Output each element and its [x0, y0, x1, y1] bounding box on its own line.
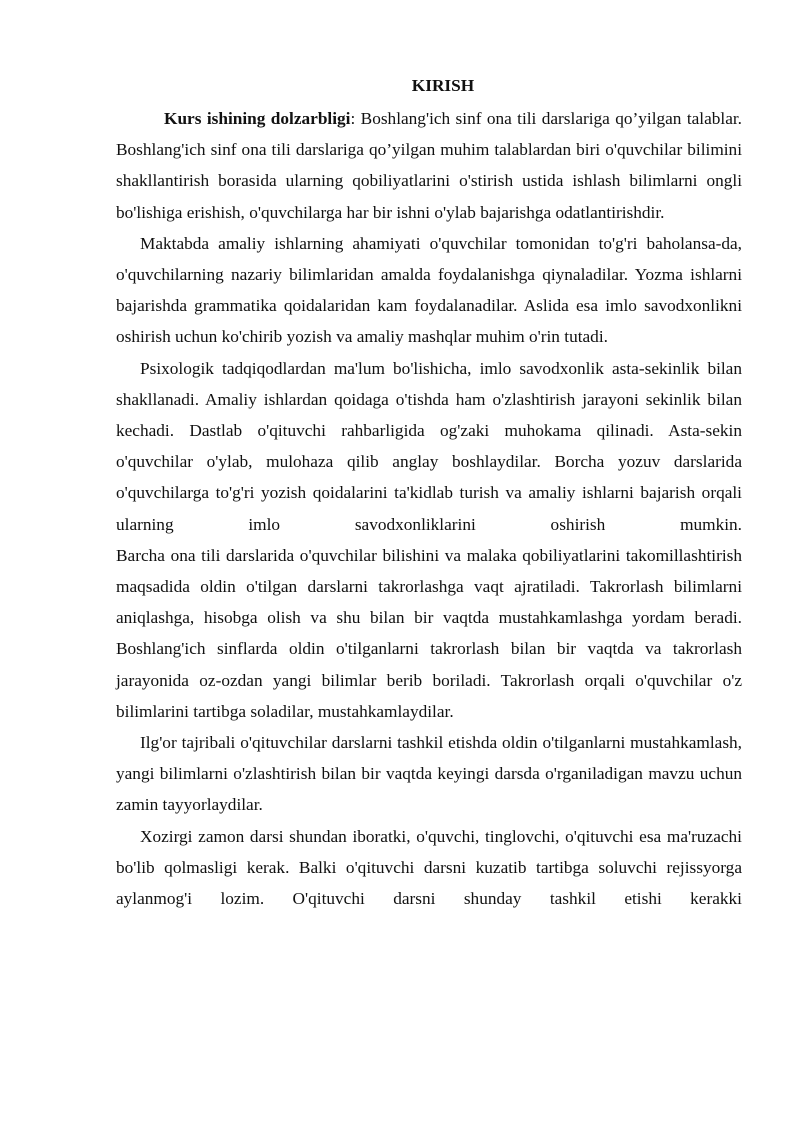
paragraph-3a-text: Psixologik tadqiqodlardan ma'lum bo'lishicha, imlo savodxonlik asta-sekinlik bilan shakllanadi. Amaliy ishlardan qoidaga o'tishda ham o'zlashtirish jarayoni sekinlik bilan kechadi. Dastlab o'qituvchi rahbarligida og'zaki muhokama qilinadi. Asta-sekin o'quvchilar o'ylab, mulohaza qilib anglay boshlaydilar. Borcha yozuv darslarida o'quvchilarga to'g'ri yozish qoidalarini ta'kidlab turish va amaliy ishlarni bajarish orqali ularning imlo savodxonliklarini oshirish mumkin.	[116, 358, 742, 534]
document-page	[116, 70, 742, 914]
paragraph-5: Xozirgi zamon darsi shundan iboratki, o'quvchi, tinglovchi, o'qituvchi esa ma'ruzachi bo'lib qolmasligi kerak. Balki o'qituvchi darsni kuzatib tartibga soluvchi rejissyorga aylanmog'i lozim. O'qituvchi darsni shunday tashkil etishi kerakki	[116, 826, 742, 909]
paragraph-2: Maktabda amaliy ishlarning ahamiyati o'quvchilar tomonidan to'g'ri baholansa-da, o'quvchilarning nazariy bilimlaridan amalda foydalanishga qiynaladilar. Yozma ishlarni bajarishda grammatika qoidalaridan kam foydalanadilar. Aslida esa imlo savodxonlikni oshirish uchun ko'chirib yozish va amaliy mashqlar muhim o'rin tutadi.	[116, 233, 742, 347]
paragraph-1-text: Boshlang'ich sinf ona tili darslariga qo’yilgan talablar. Boshlang'ich sinf ona tili darslariga qo’yilgan muhim talablardan biri o'quvchilar bilimini shakllantirish borasida ularning qobiliyatlarini o'stirish ustida ishlash bilimlarni ongli bo'lishiga erishish, o'quvchilarga har bir ishni o'ylab bajarishga odatlantirishdir.	[116, 109, 742, 222]
page-title: KIRISH	[411, 76, 475, 95]
paragraph-3	[116, 353, 742, 727]
relevance-label: Kurs ishining dolzarbligi	[164, 109, 351, 128]
paragraph-relevance	[116, 103, 742, 228]
paragraph-4: Ilg'or tajribali o'qituvchilar darslarni tashkil etishda oldin o'tilganlarni mustahkamlash, yangi bilimlarni o'zlashtirish bilan bir vaqtda keyingi darsda o'rganiladigan mavzu uchun zamin tayyorlaydilar.	[116, 733, 742, 815]
paragraph-3b-text: Barcha ona tili darslarida o'quvchilar bilishini va malaka qobiliyatlarini takomillashtirish maqsadida oldin o'tilgan darslarni takrorlashga vaqt ajratiladi. Takrorlash bilimlarni aniqlashga, hisobga olish va shu bilan bir vaqtda mustahkamlashga yordam beradi. Boshlang'ich sinflarda oldin o'tilganlarni takrorlash bilan bir vaqtda va takrorlash jarayonida oz-ozdan yangi bilimlar berib boriladi. Takrorlash orqali o'quvchilar o'z bilimlarini tartibga soladilar, mustahkamlaydilar.	[116, 545, 742, 721]
relevance-colon: :	[350, 109, 356, 128]
